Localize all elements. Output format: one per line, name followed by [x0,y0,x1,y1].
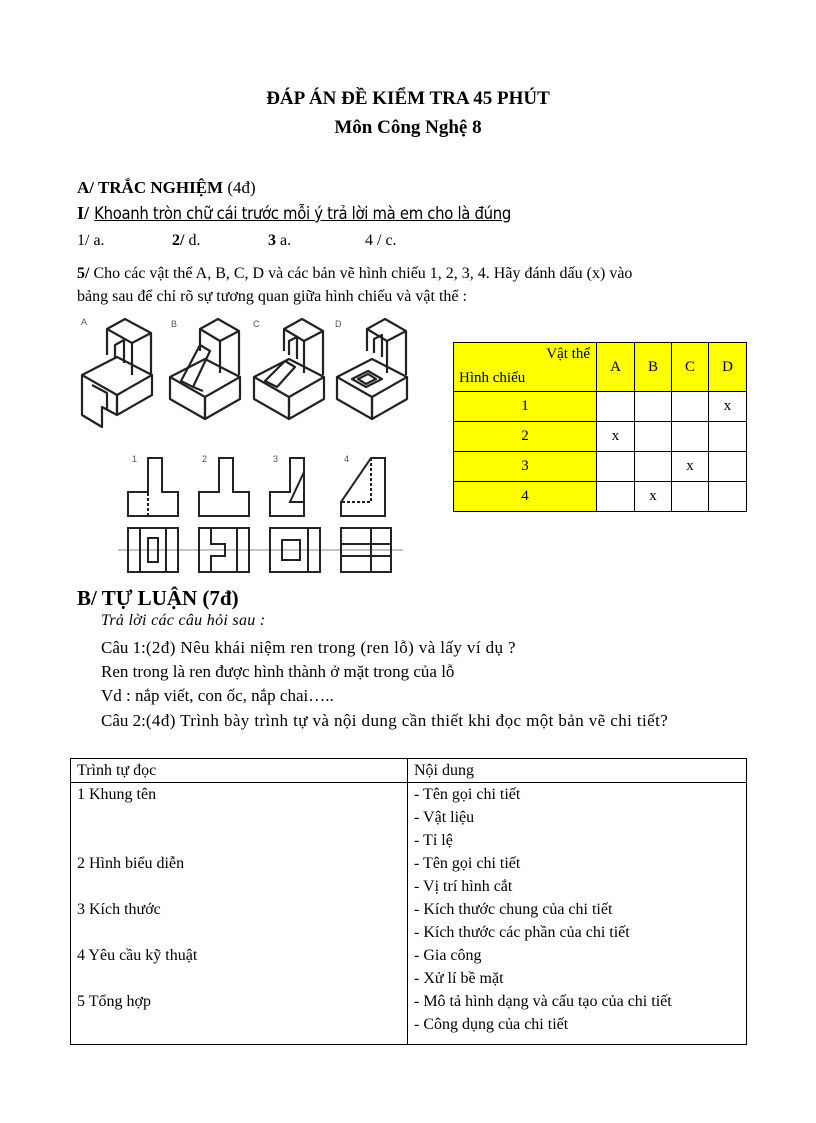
object-c-drawing [254,319,324,419]
content-line: - Kích thước các phần của chi tiết [414,924,630,941]
content-line: - Vị trí hình cắt [414,878,513,895]
answer-4 [365,232,397,250]
row-label: 3 [454,452,597,482]
match-cell [597,452,635,482]
row-label: 1 [454,392,597,422]
answer-num: 2/ [172,232,185,249]
step-line [77,1013,401,1036]
match-cell [672,422,709,452]
content-line: - Vật liệu [414,809,475,826]
q1-answer-line-2: Vd : nắp viết, con ốc, nắp chai….. [101,686,334,705]
step-line: 1 Khung tên [77,786,157,803]
question-2 [101,711,668,731]
section-b-instruction: Trả lời các câu hỏi sau : [101,612,266,629]
object-d-drawing [337,319,407,419]
step-line: 2 Hình biểu diễn [77,855,185,872]
section-a-points: (4đ) [227,178,256,197]
column-header: B [635,343,672,392]
object-label-c: C [253,319,260,329]
q5-num: 5/ [77,265,90,282]
content-line: - Mô tả hình dạng và cấu tạo của chi tiết [414,993,672,1010]
object-a-drawing [82,319,152,427]
match-cell: x [672,452,709,482]
view-label-4: 4 [344,454,350,464]
match-cell [672,482,709,512]
match-cell [635,452,672,482]
step-line [77,875,401,898]
reading-procedure-table [70,758,747,1045]
answer-letter: d. [188,232,201,249]
content-line: - Công dụng của chi tiết [414,1016,569,1033]
object-label-a: A [81,317,88,327]
row-label: 4 [454,482,597,512]
step-line: 4 Yêu cầu kỹ thuật [77,947,198,964]
view-1-drawing [128,458,178,572]
step-line [77,829,401,852]
view-label-2: 2 [202,454,208,464]
col1-header-text: Trình tự đọc [77,762,157,779]
step-line [77,806,401,829]
question-5 [77,262,747,308]
q1-answer-line-1: Ren trong là ren được hình thành ở mặt trong của lỗ [101,662,455,681]
part1-heading [77,203,511,224]
q2-text: (4đ) Trình bày trình tự và nội dung cần thiết khi đọc một bản vẽ chi tiết? [145,711,669,730]
matching-row [454,392,747,422]
section-a-heading [77,178,256,198]
section-a-title: A/ TRẮC NGHIỆM [77,178,224,197]
answer-num: 3 [268,232,276,249]
step-line [77,921,401,944]
contents-column [408,783,747,1045]
answer-num: 4 / [365,232,382,249]
content-line: - Tên gọi chi tiết [414,786,521,803]
question-1 [101,638,516,658]
match-cell [709,422,747,452]
content-line: - Tỉ lệ [414,832,453,849]
content-line: - Tên gọi chi tiết [414,855,521,872]
q1-text: (2đ) Nêu khái niệm ren trong (ren lỗ) và lấy ví dụ ? [145,638,516,657]
answer-letter: a. [93,232,105,249]
step-line: 5 Tổng hợp [77,993,151,1010]
col2-header [408,759,747,783]
object-label-d: D [335,319,342,329]
match-cell [709,452,747,482]
q1-label: Câu 1: [101,638,146,657]
q5-line1: Cho các vật thể A, B, C, D và các bản vẽ hình chiếu 1, 2, 3, 4. Hãy đánh dấu (x) vào [93,265,633,282]
answer-letter: a. [280,232,292,249]
view-label-1: 1 [132,454,138,464]
column-header: C [672,343,709,392]
answer-letter: c. [385,232,397,249]
object-label-b: B [171,319,178,329]
matching-row [454,482,747,512]
matching-table [453,342,747,512]
view-label-3: 3 [273,454,279,464]
match-cell [672,392,709,422]
matching-row [454,452,747,482]
column-header: A [597,343,635,392]
q5-line2: bảng sau để chỉ rõ sự tương quan giữa hình chiếu và vật thể : [77,288,467,305]
view-2-drawing [199,458,249,572]
match-cell: x [597,422,635,452]
match-cell [597,482,635,512]
matching-table-header-corner [454,343,597,392]
isometric-objects-figure [77,315,427,445]
step-line: 3 Kích thước [77,901,161,918]
answer-num: 1/ [77,232,90,249]
steps-column [71,783,408,1045]
match-cell [635,422,672,452]
match-cell: x [635,482,672,512]
projection-views-figure [118,452,408,582]
section-b-heading: B/ TỰ LUẬN (7đ) [77,586,239,610]
content-line: - Xử lí bề mặt [414,970,504,987]
match-cell [635,392,672,422]
answer-2 [172,232,200,250]
header-views-label: Hình chiếu [459,369,526,386]
step-line [77,967,401,990]
part1-text: Khoanh tròn chữ cái trước mỗi ý trả lời mà em cho là đúng [94,204,511,223]
answer-1 [77,232,105,250]
page-title: ĐÁP ÁN ĐỀ KIỂM TRA 45 PHÚT [266,88,550,109]
part1-roman: I/ [77,203,90,223]
column-header: D [709,343,747,392]
view-4-drawing [341,458,391,572]
col2-header-text: Nội dung [414,762,474,779]
match-cell [597,392,635,422]
content-line: - Gia công [414,947,482,964]
view-3-drawing [270,458,320,572]
answer-3 [268,232,291,250]
header-objects-label: Vật thể [546,345,590,362]
page-subtitle: Môn Công Nghệ 8 [334,117,482,138]
q2-label: Câu 2: [101,711,146,730]
match-cell: x [709,392,747,422]
matching-row [454,422,747,452]
match-cell [709,482,747,512]
row-label: 2 [454,422,597,452]
col1-header [71,759,408,783]
object-b-drawing [170,319,240,419]
content-line: - Kích thước chung của chi tiết [414,901,613,918]
